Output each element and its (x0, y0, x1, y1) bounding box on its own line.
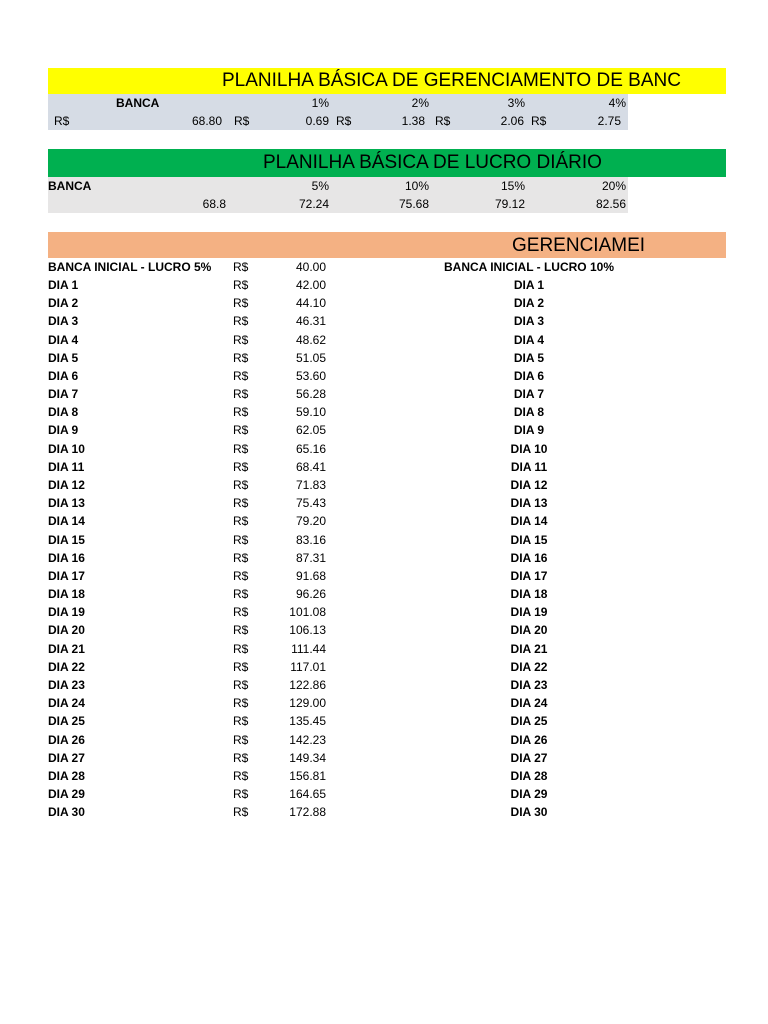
day-label-left: DIA 18 (48, 587, 85, 601)
section2-percent: 20% (601, 179, 626, 193)
day-currency: R$ (233, 533, 249, 547)
section1-currency: R$ (54, 114, 70, 128)
day-value: 117.01 (290, 660, 326, 674)
day-label-right: DIA 23 (510, 678, 548, 692)
section3-title: GERENCIAMEI (512, 235, 646, 256)
section2-title: PLANILHA BÁSICA DE LUCRO DIÁRIO (263, 152, 602, 173)
day-label-left: DIA 20 (48, 623, 85, 637)
day-label-right: DIA 12 (510, 478, 548, 492)
day-value: 59.10 (295, 405, 326, 419)
day-label-left: DIA 21 (48, 642, 85, 656)
day-currency: R$ (233, 569, 249, 583)
day-label-right: DIA 25 (510, 714, 548, 728)
day-label-right: DIA 13 (510, 496, 548, 510)
day-label-left: DIA 7 (48, 387, 79, 401)
day-value: 48.62 (295, 333, 326, 347)
day-label-left: DIA 13 (48, 496, 85, 510)
day-value: 96.26 (295, 587, 326, 601)
day-label-right: DIA 24 (510, 696, 548, 710)
day-label-left: DIA 30 (48, 805, 85, 819)
day-label-left: DIA 9 (48, 423, 79, 437)
day-currency: R$ (233, 587, 249, 601)
day-value: 111.44 (291, 642, 326, 656)
section2-value: 75.68 (398, 197, 429, 211)
day-label-left: DIA 4 (48, 333, 79, 347)
day-label-left: DIA 3 (48, 314, 79, 328)
section1-banca-value: 68.80 (191, 114, 222, 128)
day-value: 65.16 (295, 442, 326, 456)
day-currency: R$ (233, 551, 249, 565)
day-currency: R$ (233, 442, 249, 456)
day-currency: R$ (233, 496, 249, 510)
day-label-right: DIA 17 (510, 569, 548, 583)
day-value: 91.68 (295, 569, 326, 583)
day-label-right: DIA 16 (510, 551, 548, 565)
day-currency: R$ (233, 460, 249, 474)
day-value: 68.41 (295, 460, 326, 474)
section1-banca-label: BANCA (116, 96, 160, 110)
day-label-left: DIA 27 (48, 751, 85, 765)
section1-value: 2.06 (500, 114, 524, 128)
day-label-right: DIA 5 (513, 351, 545, 365)
day-label-right: DIA 11 (510, 460, 548, 474)
day-currency: R$ (233, 605, 249, 619)
section2-value: 72.24 (298, 197, 329, 211)
section1-currency: R$ (336, 114, 352, 128)
day-currency: R$ (233, 278, 249, 292)
day-currency: R$ (233, 333, 249, 347)
day-label-right: DIA 2 (513, 296, 545, 310)
day-label-right: DIA 28 (510, 769, 548, 783)
day-label-left: DIA 15 (48, 533, 85, 547)
day-currency: R$ (233, 733, 249, 747)
day-label-left: DIA 16 (48, 551, 85, 565)
day-currency: R$ (233, 351, 249, 365)
day-currency: R$ (233, 387, 249, 401)
day-label-left: DIA 8 (48, 405, 79, 419)
day-label-right: DIA 14 (510, 514, 548, 528)
day-label-left: DIA 29 (48, 787, 85, 801)
day-label-left: DIA 22 (48, 660, 85, 674)
day-label-left: DIA 19 (48, 605, 85, 619)
day-label-left: DIA 11 (48, 460, 85, 474)
day-value: 156.81 (289, 769, 326, 783)
section2-percent: 15% (500, 179, 525, 193)
day-currency: R$ (233, 642, 249, 656)
day-label-left: DIA 12 (48, 478, 85, 492)
day-currency: R$ (233, 660, 249, 674)
section1-value: 0.69 (305, 114, 329, 128)
day-value: 149.34 (289, 751, 326, 765)
section3-left-header-value: 40.00 (295, 260, 326, 274)
day-value: 122.86 (289, 678, 326, 692)
day-label-right: DIA 8 (513, 405, 545, 419)
day-label-right: DIA 4 (513, 333, 545, 347)
day-currency: R$ (233, 514, 249, 528)
day-value: 51.05 (295, 351, 326, 365)
section2-value: 79.12 (494, 197, 525, 211)
day-label-right: DIA 29 (510, 787, 548, 801)
day-value: 53.60 (295, 369, 326, 383)
day-label-right: DIA 30 (510, 805, 548, 819)
day-value: 129.00 (289, 696, 326, 710)
day-currency: R$ (233, 478, 249, 492)
day-label-right: DIA 1 (513, 278, 545, 292)
day-label-right: DIA 26 (510, 733, 548, 747)
section3-left-header: BANCA INICIAL - LUCRO 5% (48, 260, 212, 274)
day-value: 83.16 (295, 533, 326, 547)
section1-percent: 2% (411, 96, 429, 110)
day-label-left: DIA 28 (48, 769, 85, 783)
day-label-left: DIA 23 (48, 678, 85, 692)
day-value: 71.83 (295, 478, 326, 492)
day-currency: R$ (233, 751, 249, 765)
section1-value: 2.75 (597, 114, 621, 128)
day-value: 75.43 (295, 496, 326, 510)
section1-percent: 4% (608, 96, 626, 110)
day-label-left: DIA 1 (48, 278, 79, 292)
day-value: 56.28 (295, 387, 326, 401)
section2-value: 82.56 (595, 197, 626, 211)
section2-percent: 5% (311, 179, 329, 193)
day-label-left: DIA 2 (48, 296, 79, 310)
section3-left-header-currency: R$ (233, 260, 249, 274)
day-value: 46.31 (295, 314, 326, 328)
day-currency: R$ (233, 787, 249, 801)
day-currency: R$ (233, 369, 249, 383)
day-currency: R$ (233, 405, 249, 419)
day-value: 101.08 (289, 605, 326, 619)
day-label-left: DIA 26 (48, 733, 85, 747)
day-currency: R$ (233, 805, 249, 819)
day-label-left: DIA 5 (48, 351, 79, 365)
day-label-left: DIA 25 (48, 714, 85, 728)
day-currency: R$ (233, 296, 249, 310)
day-value: 87.31 (295, 551, 326, 565)
section1-currency: R$ (234, 114, 250, 128)
section2-percent: 10% (404, 179, 429, 193)
day-label-left: DIA 10 (48, 442, 85, 456)
section1-currency: R$ (531, 114, 547, 128)
section1-value: 1.38 (401, 114, 425, 128)
day-currency: R$ (233, 678, 249, 692)
day-label-right: DIA 9 (513, 423, 545, 437)
day-label-right: DIA 22 (510, 660, 548, 674)
section1-percent: 3% (507, 96, 525, 110)
day-label-right: DIA 6 (513, 369, 545, 383)
day-label-left: DIA 14 (48, 514, 85, 528)
day-label-right: DIA 20 (510, 623, 548, 637)
day-currency: R$ (233, 769, 249, 783)
day-currency: R$ (233, 714, 249, 728)
day-label-right: DIA 10 (510, 442, 548, 456)
day-value: 172.88 (289, 805, 326, 819)
day-label-right: DIA 21 (510, 642, 548, 656)
day-label-right: DIA 7 (513, 387, 545, 401)
day-label-right: DIA 15 (510, 533, 548, 547)
day-value: 135.45 (289, 714, 326, 728)
day-currency: R$ (233, 423, 249, 437)
day-label-right: DIA 27 (510, 751, 548, 765)
day-currency: R$ (233, 623, 249, 637)
section1-percent: 1% (311, 96, 329, 110)
day-currency: R$ (233, 696, 249, 710)
section2-data-band (48, 177, 628, 213)
day-value: 142.23 (289, 733, 326, 747)
day-label-right: DIA 3 (513, 314, 545, 328)
day-label-left: DIA 17 (48, 569, 85, 583)
section3-right-header: BANCA INICIAL - LUCRO 10% (443, 260, 614, 274)
day-value: 164.65 (289, 787, 326, 801)
day-value: 44.10 (295, 296, 326, 310)
day-value: 79.20 (295, 514, 326, 528)
day-label-right: DIA 18 (510, 587, 548, 601)
section2-banca-label: BANCA (48, 179, 92, 193)
day-label-right: DIA 19 (510, 605, 548, 619)
section1-title: PLANILHA BÁSICA DE GERENCIAMENTO DE BANC (222, 70, 681, 91)
section1-currency: R$ (435, 114, 451, 128)
section2-banca-value: 68.8 (202, 197, 226, 211)
day-label-left: DIA 6 (48, 369, 79, 383)
day-value: 62.05 (295, 423, 326, 437)
day-value: 42.00 (295, 278, 326, 292)
day-currency: R$ (233, 314, 249, 328)
day-label-left: DIA 24 (48, 696, 85, 710)
day-value: 106.13 (289, 623, 326, 637)
